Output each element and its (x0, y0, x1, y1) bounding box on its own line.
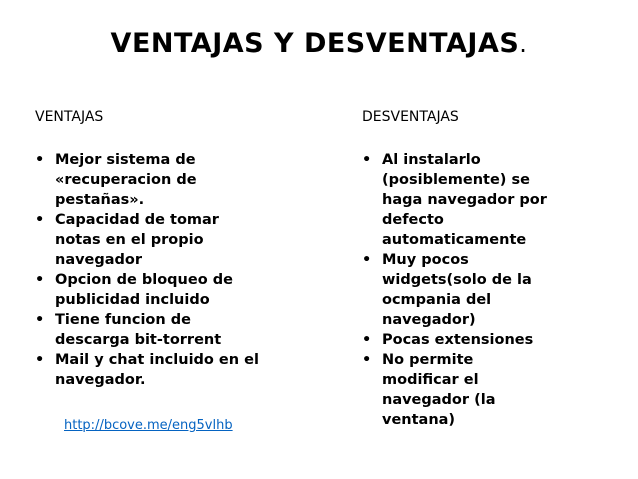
list-item-text: Pocas extensiones (382, 332, 534, 348)
list-item (362, 250, 560, 330)
bullet-icon: • (35, 152, 45, 168)
bullet-icon: • (35, 352, 45, 368)
disadvantages-list (362, 150, 592, 430)
list-item-text: Mail y chat incluido en el navegador. (55, 352, 259, 388)
list-item-text: Opcion de bloqueo de publicidad incluido (55, 272, 233, 308)
list-item (362, 350, 522, 430)
list-item (35, 310, 255, 350)
bullet-icon: • (362, 152, 372, 168)
bullet-icon: • (35, 312, 45, 328)
bullet-icon: • (362, 352, 372, 368)
disadvantages-column (362, 108, 592, 430)
advantages-list (35, 150, 295, 390)
bullet-icon: • (35, 272, 45, 288)
bullet-icon: • (35, 212, 45, 228)
list-item (35, 350, 285, 390)
list-item (362, 330, 560, 350)
video-link[interactable]: http://bcove.me/eng5vlhb (64, 418, 233, 433)
list-item-text: Al instalarlo (posiblemente) se haga navegador por defecto automaticamente (382, 152, 547, 248)
slide-title-text: VENTAJAS Y DESVENTAJAS (110, 28, 520, 59)
list-item (35, 270, 255, 310)
list-item (362, 150, 560, 250)
slide-title-punct: . (519, 30, 528, 58)
disadvantages-heading: DESVENTAJAS (362, 109, 459, 125)
advantages-heading: VENTAJAS (35, 109, 104, 125)
list-item-text: Tiene funcion de descarga bit-torrent (55, 312, 222, 348)
bullet-icon: • (362, 252, 372, 268)
advantages-column (35, 108, 295, 390)
list-item (35, 210, 235, 270)
list-item-text: Muy pocos widgets(solo de la ocmpania del navegador) (382, 252, 532, 328)
list-item (35, 150, 223, 210)
list-item-text: Mejor sistema de «recuperacion de pestañas». (55, 152, 197, 208)
slide-title (0, 28, 638, 59)
bullet-icon: • (362, 332, 372, 348)
list-item-text: No permite modificar el navegador (la ventana) (382, 352, 496, 428)
list-item-text: Capacidad de tomar notas en el propio navegador (55, 212, 219, 268)
